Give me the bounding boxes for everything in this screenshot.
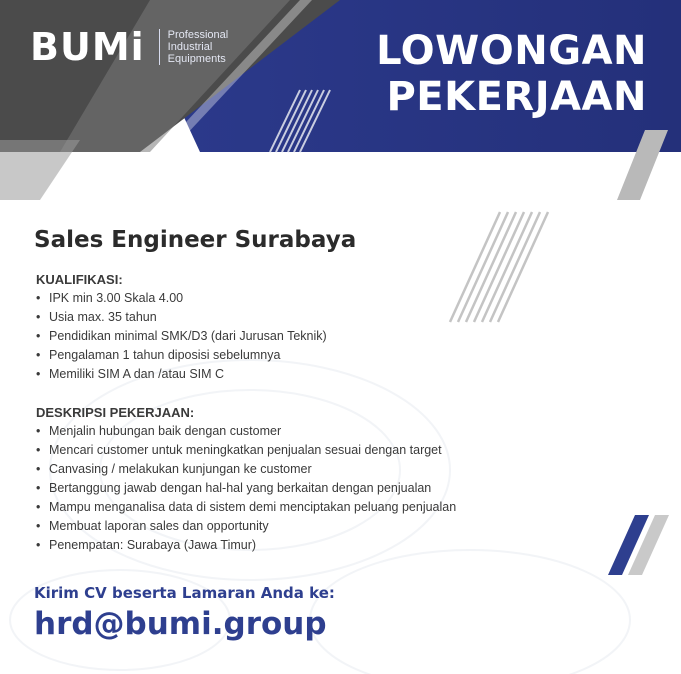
list-item — [36, 498, 456, 517]
bullet-icon: • — [36, 291, 41, 305]
list-item-text: Usia max. 35 tahun — [49, 310, 157, 324]
tagline-line: Equipments — [167, 53, 226, 65]
bullet-icon: • — [36, 538, 41, 552]
description-heading: DESKRIPSI PEKERJAAN: — [36, 405, 195, 420]
logo-tagline — [168, 29, 229, 65]
list-item — [36, 365, 327, 384]
list-item-text: Canvasing / melakukan kunjungan ke customer — [49, 462, 312, 476]
list-item-text: Pendidikan minimal SMK/D3 (dari Jurusan Teknik) — [49, 329, 327, 343]
tagline-line: Industrial — [167, 41, 213, 53]
bullet-icon: • — [36, 462, 41, 476]
qualifications-list — [36, 289, 327, 384]
bullet-icon: • — [36, 519, 41, 533]
list-item-text: IPK min 3.00 Skala 4.00 — [49, 291, 184, 305]
list-item-text: Memiliki SIM A dan /atau SIM C — [49, 367, 225, 381]
hatch-right — [450, 212, 548, 322]
list-item-text: Mampu menganalisa data di sistem demi menciptakan peluang penjualan — [49, 500, 457, 514]
bullet-icon: • — [36, 329, 41, 343]
header-white-cut — [0, 152, 681, 200]
list-item — [36, 479, 456, 498]
contact-email[interactable]: hrd@bumi.group — [34, 606, 327, 642]
list-item — [36, 441, 456, 460]
headline — [317, 28, 647, 120]
list-item — [36, 422, 456, 441]
bullet-icon: • — [36, 310, 41, 324]
bullet-icon: • — [36, 500, 41, 514]
brand-logo — [30, 24, 228, 70]
list-item-text: Pengalaman 1 tahun diposisi sebelumnya — [49, 348, 281, 362]
headline-line-1: LOWONGAN — [376, 28, 647, 74]
list-item-text: Penempatan: Surabaya (Jawa Timur) — [49, 538, 257, 552]
logo-text: BUMi — [30, 25, 145, 69]
list-item — [36, 346, 327, 365]
list-item — [36, 536, 456, 555]
list-item — [36, 517, 456, 536]
list-item — [36, 308, 327, 327]
job-title: Sales Engineer Surabaya — [34, 227, 357, 253]
bullet-icon: • — [36, 481, 41, 495]
list-item-text: Menjalin hubungan baik dengan customer — [49, 424, 282, 438]
bullet-icon: • — [36, 443, 41, 457]
bullet-icon: • — [36, 424, 41, 438]
bullet-icon: • — [36, 367, 41, 381]
list-item — [36, 289, 327, 308]
qualifications-heading: KUALIFIKASI: — [36, 272, 123, 287]
list-item-text: Membuat laporan sales dan opportunity — [49, 519, 269, 533]
list-item-text: Bertanggung jawab dengan hal-hal yang berkaitan dengan penjualan — [49, 481, 432, 495]
logo-divider — [159, 29, 160, 65]
bullet-icon: • — [36, 348, 41, 362]
list-item-text: Mencari customer untuk meningkatkan penjualan sesuai dengan target — [49, 443, 442, 457]
list-item — [36, 327, 327, 346]
headline-line-2: PEKERJAAN — [386, 74, 647, 120]
list-item — [36, 460, 456, 479]
description-list — [36, 422, 456, 555]
tagline-line: Professional — [167, 29, 229, 41]
contact-label: Kirim CV beserta Lamaran Anda ke: — [34, 584, 335, 602]
